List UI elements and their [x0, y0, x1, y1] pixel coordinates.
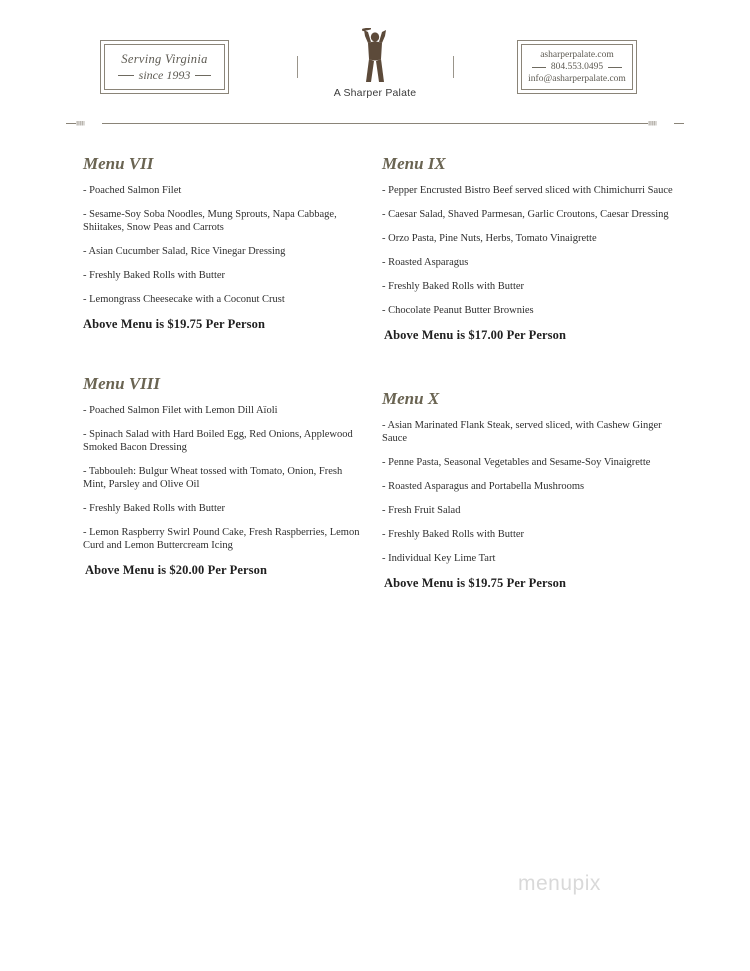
- menu-items: [382, 419, 682, 565]
- menu-item: - Individual Key Lime Tart: [382, 553, 496, 564]
- menu-section: [382, 154, 682, 343]
- menu-item: - Caesar Salad, Shaved Parmesan, Garlic Croutons, Caesar Dressing: [382, 209, 669, 220]
- logo: [320, 28, 430, 108]
- menu-item: - Spinach Salad with Hard Boiled Egg, Red Onions, Applewood Smoked Bacon Dressing: [83, 429, 353, 453]
- brand-name: A Sharper Palate: [333, 87, 417, 99]
- menu-item: - Tabbouleh: Bulgur Wheat tossed with Tomato, Onion, Fresh Mint, Parsley and Olive Oil: [83, 466, 343, 490]
- menu-price: Above Menu is $19.75 Per Person: [384, 576, 567, 590]
- divider-ornament-left: ||||||||||||: [76, 121, 102, 126]
- menu-item: - Freshly Baked Rolls with Butter: [83, 270, 226, 281]
- menu-title: Menu VII: [83, 154, 154, 173]
- menu-item: - Roasted Asparagus and Portabella Mushrooms: [382, 481, 585, 492]
- menu-item: - Freshly Baked Rolls with Butter: [382, 529, 525, 540]
- menu-item: - Orzo Pasta, Pine Nuts, Herbs, Tomato Vinaigrette: [382, 233, 597, 244]
- header-divider: [66, 121, 684, 127]
- website-link[interactable]: asharperpalate.com: [540, 50, 614, 60]
- divider-ornament-right: ||||||||||||: [648, 121, 674, 126]
- menu-item: - Pepper Encrusted Bistro Beef served sliced with Chimichurri Sauce: [382, 185, 673, 196]
- tagline-line1: Serving Virginia: [121, 51, 208, 66]
- menu-price: Above Menu is $20.00 Per Person: [85, 563, 268, 577]
- rule-right: [195, 75, 211, 76]
- menu-items: [83, 184, 373, 306]
- menu-item: - Poached Salmon Filet with Lemon Dill Aïoli: [83, 405, 278, 416]
- menu-price: Above Menu is $19.75 Per Person: [83, 317, 266, 331]
- tagline-line2: since 1993: [138, 67, 191, 82]
- menu-item: - Asian Cucumber Salad, Rice Vinegar Dressing: [83, 246, 286, 257]
- menu-item: - Chocolate Peanut Butter Brownies: [382, 305, 534, 316]
- header-separator-left: [297, 56, 298, 78]
- menu-item: - Freshly Baked Rolls with Butter: [83, 503, 226, 514]
- tagline-box: [100, 40, 229, 94]
- menu-item: - Sesame-Soy Soba Noodles, Mung Sprouts, Napa Cabbage, Shiitakes, Snow Peas and Carrots: [83, 209, 337, 233]
- chef-figure-icon: [355, 28, 395, 84]
- menu-items: [382, 184, 682, 317]
- menu-items: [83, 404, 363, 552]
- menu-item: - Lemongrass Cheesecake with a Coconut Crust: [83, 294, 285, 305]
- menu-section: [83, 374, 363, 578]
- menu-section: [83, 154, 373, 332]
- watermark: menupix: [518, 872, 601, 895]
- rule-right: [608, 67, 622, 68]
- rule-left: [118, 75, 134, 76]
- menu-title: Menu X: [382, 389, 440, 408]
- menu-price: Above Menu is $17.00 Per Person: [384, 328, 567, 342]
- phone-number[interactable]: 804.553.0495: [550, 62, 604, 72]
- menu-title: Menu VIII: [83, 374, 161, 393]
- email-link[interactable]: info@asharperpalate.com: [528, 74, 626, 84]
- menu-item: - Penne Pasta, Seasonal Vegetables and Sesame-Soy Vinaigrette: [382, 457, 651, 468]
- menu-item: - Roasted Asparagus: [382, 257, 469, 268]
- menu-item: - Freshly Baked Rolls with Butter: [382, 281, 525, 292]
- menu-item: - Lemon Raspberry Swirl Pound Cake, Fresh Raspberries, Lemon Curd and Lemon Buttercream Icing: [83, 527, 360, 551]
- menu-title: Menu IX: [382, 154, 446, 173]
- header-separator-right: [453, 56, 454, 78]
- menu-item: - Asian Marinated Flank Steak, served sliced, with Cashew Ginger Sauce: [382, 420, 662, 444]
- contact-box: [517, 40, 637, 94]
- menu-item: - Fresh Fruit Salad: [382, 505, 461, 516]
- menu-section: [382, 389, 682, 591]
- rule-left: [532, 67, 546, 68]
- menu-item: - Poached Salmon Filet: [83, 185, 182, 196]
